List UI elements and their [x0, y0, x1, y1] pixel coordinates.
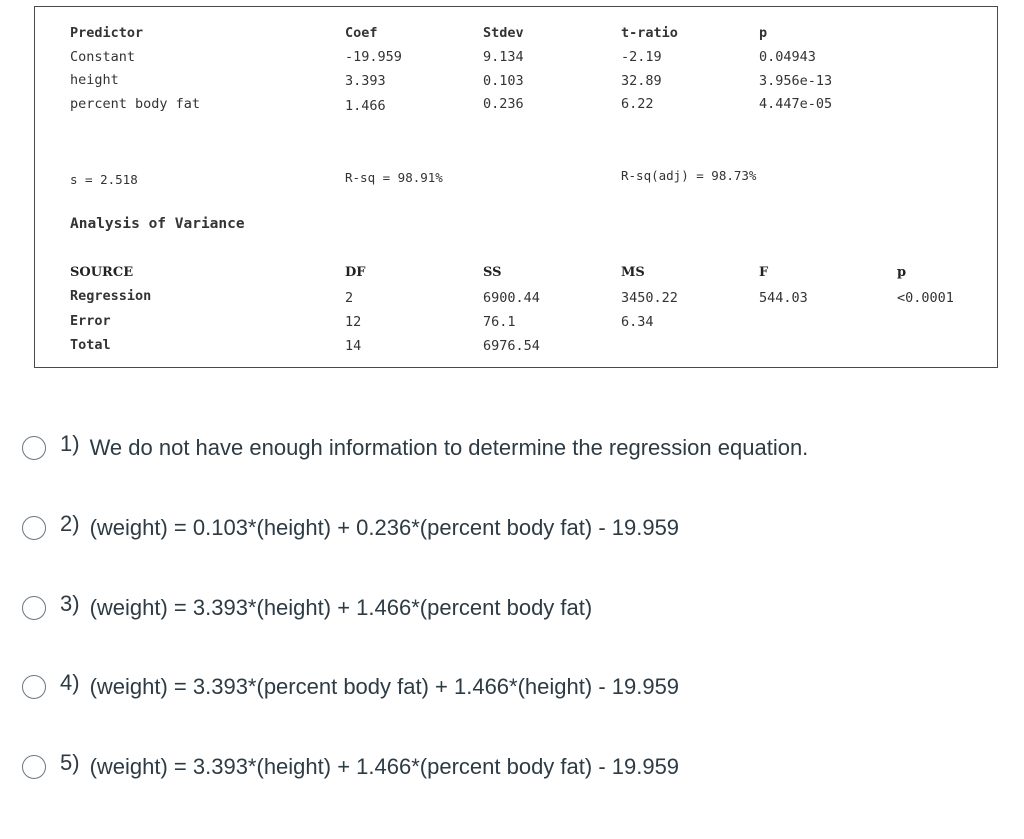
answer-option-3[interactable] [22, 592, 592, 624]
anova-row-p: <0.0001 [897, 290, 954, 306]
coef-row-stdev: 9.134 [483, 49, 524, 65]
coef-row-p: 3.956e-13 [759, 73, 833, 89]
coef-row-tratio: 6.22 [621, 96, 654, 112]
anova-header-ms: MS [621, 265, 645, 280]
anova-row-df: 2 [345, 290, 354, 306]
coef-row-coef: 1.466 [345, 98, 386, 114]
anova-header-f: F [759, 265, 769, 280]
anova-header-df: DF [345, 265, 366, 280]
answer-number: 5) [60, 750, 80, 775]
answer-number: 3) [60, 591, 80, 616]
coef-row-p: 4.447e-05 [759, 96, 833, 112]
anova-header-source: SOURCE [70, 265, 134, 280]
answer-option-4[interactable] [22, 671, 679, 703]
answer-number: 1) [60, 431, 80, 456]
radio-button[interactable] [22, 516, 46, 540]
coef-row-stdev: 0.236 [483, 96, 524, 112]
radio-button[interactable] [22, 755, 46, 779]
coef-header-coef: Coef [345, 25, 378, 41]
answer-text: (weight) = 3.393*(percent body fat) + 1.466*(height) - 19.959 [89, 674, 680, 699]
answer-text: We do not have enough information to determine the regression equation. [89, 435, 809, 460]
answer-number: 4) [60, 670, 80, 695]
regression-output-box [34, 6, 998, 368]
coef-row-tratio: -2.19 [621, 49, 662, 65]
coef-row-predictor: height [70, 72, 119, 88]
coef-row-coef: 3.393 [345, 73, 386, 89]
coef-header-tratio: t-ratio [621, 25, 678, 41]
coef-header-p: p [759, 25, 768, 41]
coef-row-coef: -19.959 [345, 49, 402, 65]
answer-text: (weight) = 3.393*(height) + 1.466*(percent body fat) [89, 595, 593, 620]
anova-title: Analysis of Variance [70, 216, 245, 232]
anova-row-df: 14 [345, 338, 362, 354]
radio-button[interactable] [22, 675, 46, 699]
anova-row-ss: 76.1 [483, 314, 516, 330]
rsq-value: R-sq = 98.91% [345, 170, 443, 185]
radio-button[interactable] [22, 436, 46, 460]
anova-header-ss: SS [483, 265, 502, 280]
coef-header-stdev: Stdev [483, 25, 524, 41]
coef-row-predictor: percent body fat [70, 96, 201, 112]
coef-row-tratio: 32.89 [621, 73, 662, 89]
s-value: s = 2.518 [70, 172, 138, 187]
anova-row-source: Error [70, 313, 111, 329]
coef-row-p: 0.04943 [759, 49, 816, 65]
answer-option-2[interactable] [22, 512, 679, 544]
rsq-adj-value: R-sq(adj) = 98.73% [621, 168, 757, 183]
anova-row-ms: 6.34 [621, 314, 654, 330]
answer-number: 2) [60, 511, 80, 536]
anova-row-f: 544.03 [759, 290, 808, 306]
coef-header-predictor: Predictor [70, 25, 144, 41]
answer-option-5[interactable] [22, 751, 679, 783]
anova-row-ss: 6900.44 [483, 290, 540, 306]
answer-text: (weight) = 3.393*(height) + 1.466*(percent body fat) - 19.959 [89, 754, 680, 779]
anova-row-df: 12 [345, 314, 362, 330]
coef-row-stdev: 0.103 [483, 73, 524, 89]
anova-header-p: p [897, 265, 907, 280]
anova-row-ss: 6976.54 [483, 338, 540, 354]
coef-row-predictor: Constant [70, 49, 136, 65]
anova-row-ms: 3450.22 [621, 290, 678, 306]
radio-button[interactable] [22, 596, 46, 620]
anova-row-source: Total [70, 337, 111, 353]
answer-option-1[interactable] [22, 432, 808, 464]
answer-text: (weight) = 0.103*(height) + 0.236*(percent body fat) - 19.959 [89, 515, 680, 540]
anova-row-source: Regression [70, 288, 152, 304]
